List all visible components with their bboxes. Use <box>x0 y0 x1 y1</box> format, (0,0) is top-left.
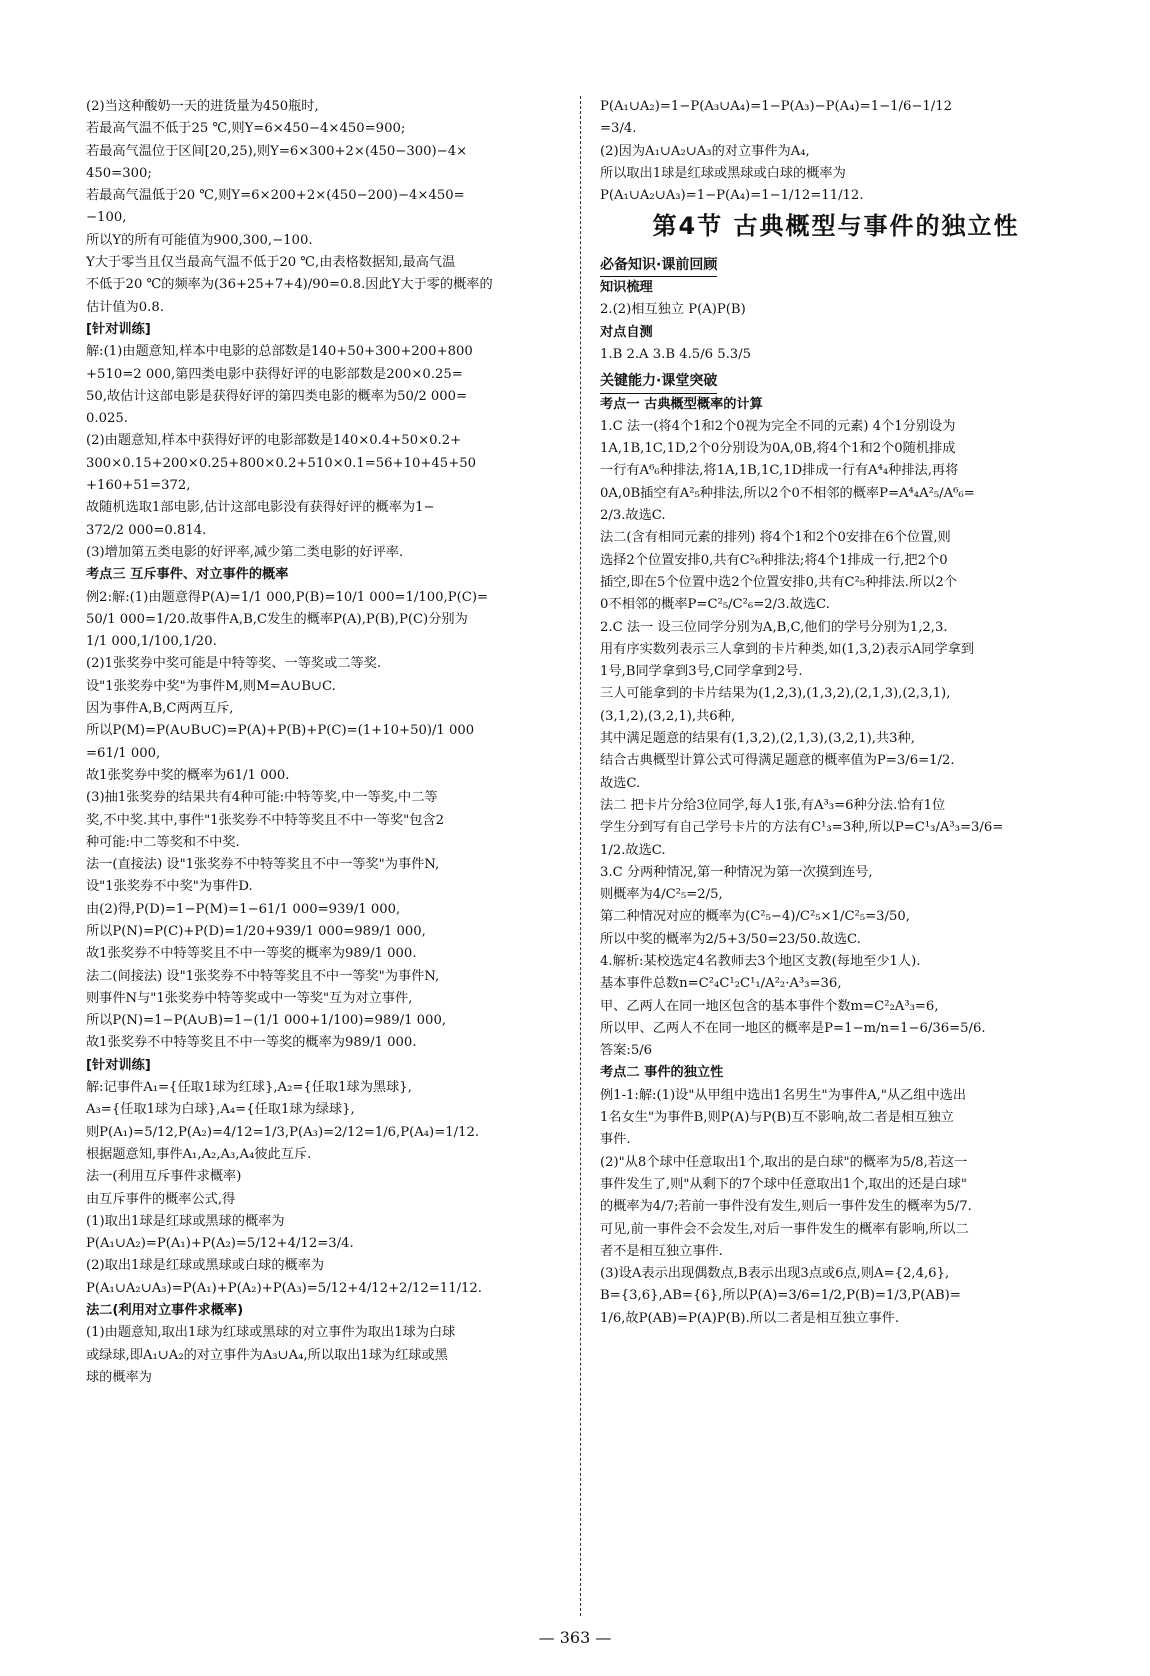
text-line: 其中满足题意的结果有(1,3,2),(2,1,3),(3,2,1),共3种, <box>600 731 915 747</box>
text-line: 1/6,故P(AB)=P(A)P(B).所以二者是相互独立事件. <box>600 1310 900 1326</box>
text-line: Y大于零当且仅当最高气温不低于20 ℃,由表格数据知,最高气温 <box>86 255 456 271</box>
text-line: 0A,0B插空有A²₅种排法,所以2个0不相邻的概率P=A⁴₄A²₅/A⁶₆= <box>600 485 975 501</box>
text-line: [针对训练] <box>86 321 151 337</box>
text-line: 故随机选取1部电影,估计这部电影没有获得好评的概率为1− <box>86 500 435 516</box>
text-line: 若最高气温低于20 ℃,则Y=6×200+2×(450−200)−4×450= <box>86 188 465 204</box>
text-line: A₃={任取1球为白球},A₄={任取1球为绿球}, <box>86 1102 355 1118</box>
text-line: 0.025. <box>86 411 128 427</box>
text-line: 例1-1:解:(1)设"从甲组中选出1名男生"为事件A,"从乙组中选出 <box>600 1087 967 1103</box>
text-line: 考点三 互斥事件、对立事件的概率 <box>86 567 289 583</box>
text-line: 所以中奖的概率为2/5+3/50=23/50.故选C. <box>600 931 861 947</box>
text-line: (1)由题意知,取出1球为红球或黑球的对立事件为取出1球为白球 <box>86 1325 456 1341</box>
text-line: 法二(间接法) 设"1张奖券不中特等奖且不中一等奖"为事件N, <box>86 968 440 984</box>
text-line: 球的概率为 <box>86 1369 152 1385</box>
text-line: 法一(利用互斥事件求概率) <box>86 1169 242 1185</box>
right-column-top <box>600 96 1072 207</box>
text-line: P(A₁∪A₂∪A₃)=P(A₁)+P(A₂)+P(A₃)=5/12+4/12+2/12=11/12. <box>86 1280 482 1296</box>
text-line: 根据题意知,事件A₁,A₂,A₃,A₄彼此互斥. <box>86 1146 312 1162</box>
text-line: +510=2 000,第四类电影中获得好评的电影部数是200×0.25= <box>86 366 463 382</box>
text-line: [针对训练] <box>86 1057 151 1073</box>
text-line: 考点一 古典概型概率的计算 <box>600 396 763 412</box>
text-line: 1名女生"为事件B,则P(A)与P(B)互不影响,故二者是相互独立 <box>600 1110 954 1126</box>
text-line: 1A,1B,1C,1D,2个0分别设为0A,0B,将4个1和2个0随机排成 <box>600 441 956 457</box>
text-line: 由互斥事件的概率公式,得 <box>86 1191 236 1207</box>
text-line: 种可能:中二等奖和不中奖. <box>86 834 240 850</box>
text-line: −100, <box>86 210 127 226</box>
text-line: P(A₁∪A₂)=1−P(A₃∪A₄)=1−P(A₃)−P(A₄)=1−1/6−1/12 <box>600 99 953 114</box>
text-line: 所以甲、乙两人不在同一地区的概率是P=1−m/n=1−6/36=5/6. <box>600 1020 986 1036</box>
text-line: 若最高气温不低于25 ℃,则Y=6×450−4×450=900; <box>86 121 406 137</box>
text-line: 故选C. <box>600 775 641 791</box>
text-line: 所以取出1球是红球或黑球或白球的概率为 <box>600 165 846 181</box>
column-divider <box>580 96 581 1616</box>
text-line: 的概率为4/7;若前一事件没有发生,则后一事件发生的概率为5/7. <box>600 1199 972 1215</box>
text-line: 或绿球,即A₁∪A₂的对立事件为A₃∪A₄,所以取出1球为红球或黑 <box>86 1347 448 1363</box>
text-line: 解:记事件A₁={任取1球为红球},A₂={任取1球为黑球}, <box>86 1080 412 1096</box>
text-line: (3)设A表示出现偶数点,B表示出现3点或6点,则A={2,4,6}, <box>600 1266 950 1282</box>
text-line: 因为事件A,B,C两两互斥, <box>86 701 234 717</box>
text-line: (3)增加第五类电影的好评率,减少第二类电影的好评率. <box>86 544 404 560</box>
right-column-bottom <box>600 394 1072 1330</box>
text-line: (2)1张奖券中奖可能是中特等奖、一等奖或二等奖. <box>86 656 382 672</box>
text-line: 结合古典概型计算公式可得满足题意的概率值为P=3/6=1/2. <box>600 753 955 769</box>
text-line: (2)"从8个球中任意取出1个,取出的是白球"的概率为5/8,若这一 <box>600 1154 968 1170</box>
text-line: 甲、乙两人在同一地区包含的基本事件个数m=C²₂A³₃=6, <box>600 998 939 1014</box>
right-column <box>600 96 1072 1330</box>
text-line: 一行有A⁶₆种排法,将1A,1B,1C,1D排成一行有A⁴₄种排法,再将 <box>600 463 959 479</box>
text-line: (2)由题意知,样本中获得好评的电影部数是140×0.4+50×0.2+ <box>86 433 462 449</box>
text-line: 所以P(N)=P(C)+P(D)=1/20+939/1 000=989/1 000, <box>86 923 426 939</box>
text-line: 不低于20 ℃的频率为(36+25+7+4)/90=0.8.因此Y大于零的概率的 <box>86 277 493 293</box>
band-pre-class: 必备知识·课前回顾 <box>600 254 717 277</box>
text-line: 三人可能拿到的卡片结果为(1,2,3),(1,3,2),(2,1,3),(2,3,1), <box>600 686 951 702</box>
text-line: =61/1 000, <box>86 745 161 761</box>
text-line: (2)取出1球是红球或黑球或白球的概率为 <box>86 1258 325 1274</box>
text-line: 则事件N与"1张奖券中特等奖或中一等奖"互为对立事件, <box>86 990 413 1006</box>
text-line: 300×0.15+200×0.25+800×0.2+510×0.1=56+10+45+50 <box>86 455 477 471</box>
text-line: 2/3.故选C. <box>600 508 666 524</box>
text-line: 1.C 法一(将4个1和2个0视为完全不同的元素) 4个1分别设为 <box>600 418 956 434</box>
text-line: +160+51=372, <box>86 478 191 494</box>
text-line: 1/1 000,1/100,1/20. <box>86 634 217 650</box>
text-line: 0不相邻的概率P=C²₅/C²₆=2/3.故选C. <box>600 597 830 613</box>
self-test-answers: 1.B 2.A 3.B 4.5/6 5.3/5 <box>600 346 752 362</box>
text-line: 法二(利用对立事件求概率) <box>86 1303 244 1319</box>
text-line: P(A₁∪A₂)=P(A₁)+P(A₂)=5/12+4/12=3/4. <box>86 1236 354 1252</box>
text-line: 1号,B同学拿到3号,C同学拿到2号. <box>600 664 803 680</box>
text-line: 故1张奖券不中特等奖且不中一等奖的概率为989/1 000. <box>86 1035 417 1051</box>
text-line: 法二(含有相同元素的排列) 将4个1和2个0安排在6个位置,则 <box>600 530 951 546</box>
text-line: P(A₁∪A₂∪A₃)=1−P(A₄)=1−1/12=11/12. <box>600 188 864 204</box>
section-title: 第4节 古典概型与事件的独立性 <box>652 212 1020 241</box>
text-line: 基本事件总数n=C²₄C¹₂C¹₁/A²₂·A³₃=36, <box>600 976 842 992</box>
text-line: 设"1张奖券不中奖"为事件D. <box>86 879 253 895</box>
text-line: 法一(直接法) 设"1张奖券不中特等奖且不中一等奖"为事件N, <box>86 857 440 873</box>
subheading-self-test: 对点自测 <box>600 324 653 340</box>
text-line: 所以Y的所有可能值为900,300,−100. <box>86 232 313 248</box>
text-line: 故1张奖券不中特等奖且不中一等奖的概率为989/1 000. <box>86 946 417 962</box>
text-line: 若最高气温位于区间[20,25),则Y=6×300+2×(450−300)−4× <box>86 143 468 159</box>
text-line: 者不是相互独立事件. <box>600 1243 723 1259</box>
text-line: 所以P(N)=1−P(A∪B)=1−(1/1 000+1/100)=989/1 000, <box>86 1013 447 1029</box>
text-line: 设"1张奖券中奖"为事件M,则M=A∪B∪C. <box>86 678 336 694</box>
text-line: 1/2.故选C. <box>600 842 666 858</box>
text-line: (3)抽1张奖券的结果共有4种可能:中特等奖,中一等奖,中二等 <box>86 790 438 806</box>
text-line: (2)因为A₁∪A₂∪A₃的对立事件为A₄, <box>600 143 810 159</box>
text-line: B={3,6},AB={6},所以P(A)=3/6=1/2,P(B)=1/3,P(AB)= <box>600 1288 961 1304</box>
text-line: 插空,即在5个位置中选2个位置安排0,共有C²₅种排法.所以2个 <box>600 574 957 590</box>
text-line: 所以P(M)=P(A∪B∪C)=P(A)+P(B)+P(C)=(1+10+50)/1 000 <box>86 723 475 739</box>
text-line: 故1张奖券中奖的概率为61/1 000. <box>86 767 290 783</box>
text-line: (2)当这种酸奶一天的进货量为450瓶时, <box>86 99 319 114</box>
knowledge-answer: 2.(2)相互独立 P(A)P(B) <box>600 302 746 318</box>
band-in-class: 关键能力·课堂突破 <box>600 370 717 393</box>
subheading-knowledge: 知识梳理 <box>600 280 653 296</box>
text-line: 450=300; <box>86 165 152 181</box>
text-line: 选择2个位置安排0,共有C²₆种排法;将4个1排成一行,把2个0 <box>600 552 948 568</box>
text-line: 50/1 000=1/20.故事件A,B,C发生的概率P(A),P(B),P(C)分别为 <box>86 611 468 627</box>
page-number: — 363 — <box>538 1628 612 1647</box>
text-line: (3,1,2),(3,2,1),共6种, <box>600 708 736 724</box>
text-line: 事件. <box>600 1132 631 1148</box>
text-line: 第二种情况对应的概率为(C²₅−4)/C²₅×1/C²₅=3/50, <box>600 909 910 925</box>
text-line: 由(2)得,P(D)=1−P(M)=1−61/1 000=939/1 000, <box>86 901 401 917</box>
text-line: 用有序实数列表示三人拿到的卡片种类,如(1,3,2)表示A同学拿到 <box>600 641 975 657</box>
text-line: 估计值为0.8. <box>86 299 164 315</box>
text-line: 3.C 分两种情况,第一种情况为第一次摸到连号, <box>600 864 873 880</box>
text-line: 则P(A₁)=5/12,P(A₂)=4/12=1/3,P(A₃)=2/12=1/6,P(A₄)=1/12. <box>86 1124 480 1140</box>
text-line: 50,故估计这部电影是获得好评的第四类电影的概率为50/2 000= <box>86 388 468 404</box>
text-line: 考点二 事件的独立性 <box>600 1065 724 1081</box>
text-line: 法二 把卡片分给3位同学,每人1张,有A³₃=6种分法.恰有1位 <box>600 797 946 813</box>
text-line: =3/4. <box>600 121 637 137</box>
text-line: 可见,前一事件会不会发生,对后一事件发生的概率有影响,所以二 <box>600 1221 969 1237</box>
text-line: 事件发生了,则"从剩下的7个球中任意取出1个,取出的还是白球" <box>600 1176 967 1192</box>
left-column <box>86 96 564 1389</box>
text-line: 奖,不中奖.其中,事件"1张奖券不中特等奖且不中一等奖"包含2 <box>86 812 444 828</box>
text-line: 学生分到写有自己学号卡片的方法有C¹₃=3种,所以P=C¹₃/A³₃=3/6= <box>600 820 1004 836</box>
text-line: 2.C 法一 设三位同学分别为A,B,C,他们的学号分别为1,2,3. <box>600 619 948 635</box>
text-line: 4.解析:某校选定4名教师去3个地区支教(每地至少1人). <box>600 953 921 969</box>
text-line: 372/2 000=0.814. <box>86 522 207 538</box>
text-line: (1)取出1球是红球或黑球的概率为 <box>86 1213 285 1229</box>
text-line: 则概率为4/C²₅=2/5, <box>600 887 723 903</box>
text-line: 答案:5/6 <box>600 1043 653 1059</box>
text-line: 解:(1)由题意知,样本中电影的总部数是140+50+300+200+800 <box>86 344 473 360</box>
text-line: 例2:解:(1)由题意得P(A)=1/1 000,P(B)=10/1 000=1/100,P(C)= <box>86 589 489 605</box>
